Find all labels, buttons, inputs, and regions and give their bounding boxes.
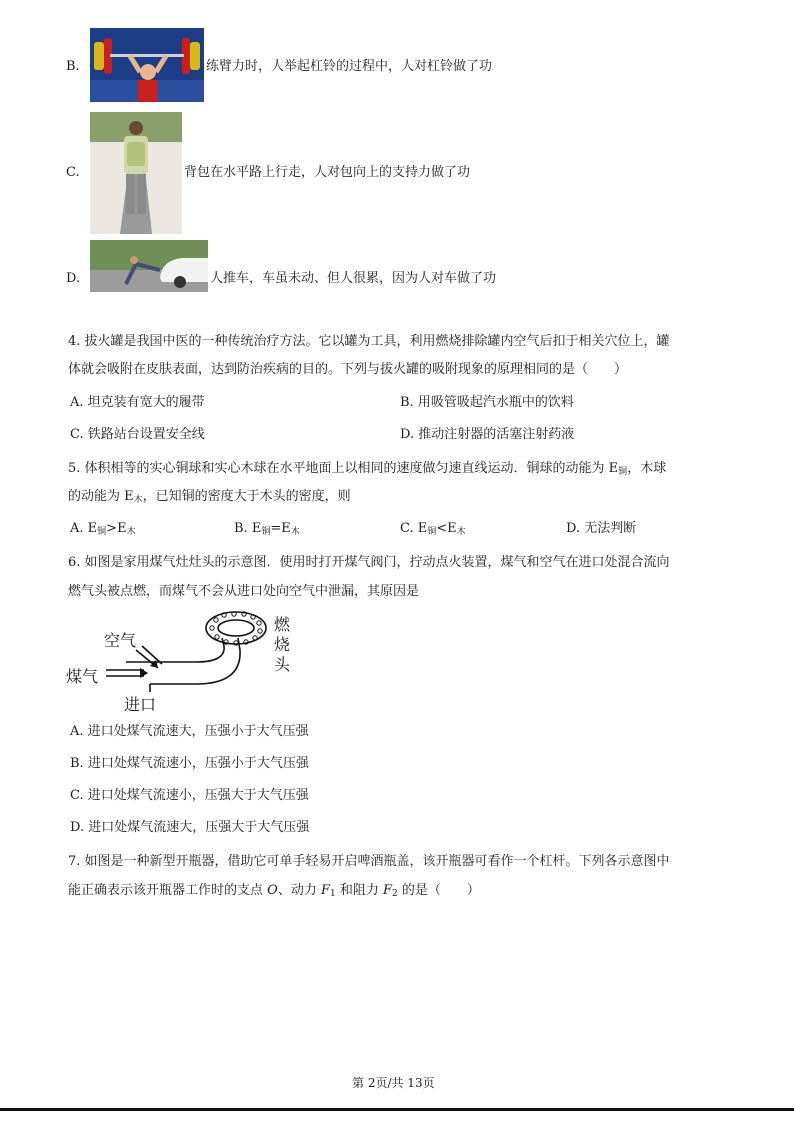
option-c-letter: C.: [66, 165, 80, 180]
air-label: 空气: [104, 631, 137, 650]
q5-stem-line2: 的动能为 $E_木$，已知铜的密度大于木头的密度，则: [68, 489, 351, 505]
q5-option-c: C. $E_铜<E_木$: [400, 521, 466, 537]
q7-stem-line2: 能正确表示该开瓶器工作时的支点 O、动力 $F_1$ 和阻力 $F_2$ 的是（ ）: [68, 883, 480, 899]
pushing-car-photo: [90, 240, 208, 292]
option-b-letter: B.: [66, 59, 80, 74]
gas-label: 煤气: [66, 667, 99, 686]
q6-stem-line2: 燃气头被点燃，而煤气不会从进口处向空气中泄漏，其原因是: [68, 584, 420, 599]
weightlifter-photo: [90, 28, 204, 102]
q4-stem-line2: 体就会吸附在皮肤表面，达到防治疾病的目的。下列与拔火罐的吸附现象的原理相同的是（ ）: [68, 362, 628, 377]
q4-option-b: B. 用吸管吸起汽水瓶中的饮料: [400, 395, 574, 410]
option-d-text: 人推车，车虽未动、但人很累，因为人对车做了功: [210, 271, 497, 286]
burner-inner: [218, 620, 254, 636]
q4-option-c: C. 铁路站台设置安全线: [70, 427, 205, 442]
q5-option-d: D. 无法判断: [566, 521, 637, 536]
q7-stem-line1: 7. 如图是一种新型开瓶器，借助它可单手轻易开启啤酒瓶盖，该开瓶器可看作一个杠杆。下列各示意图中: [68, 854, 670, 869]
inlet-label: 进口: [124, 695, 157, 714]
option-b-text: 练臂力时，人举起杠铃的过程中，人对杠铃做了功: [206, 59, 493, 74]
burner-label-1: 燃: [274, 615, 291, 634]
q4-option-d: D. 推动注射器的活塞注射药液: [400, 427, 575, 442]
bottom-border: [0, 1108, 794, 1111]
q6-option-d: D. 进口处煤气流速大，压强大于大气压强: [70, 820, 310, 835]
q5-stem-line1: 5. 体积相等的实心铜球和实心木球在水平地面上以相同的速度做匀速直线运动．铜球的动能为 $E_铜$，木球: [68, 461, 667, 477]
burner-label-3: 头: [274, 655, 291, 674]
option-c-text: 背包在水平路上行走，人对包向上的支持力做了功: [184, 165, 471, 180]
option-d-letter: D.: [66, 271, 81, 286]
q6-option-b: B. 进口处煤气流速小，压强小于大气压强: [70, 756, 309, 771]
backpack-walker-photo: [90, 112, 182, 234]
q4-option-a: A. 坦克装有宽大的履带: [70, 395, 205, 410]
q4-stem-line1: 4. 拔火罐是我国中医的一种传统治疗方法。它以罐为工具，利用燃烧排除罐内空气后扣于相关穴位上，罐: [68, 334, 670, 349]
gas-stove-diagram-svg: [66, 606, 306, 714]
q6-option-a: A. 进口处煤气流速大，压强小于大气压强: [70, 724, 309, 739]
q5-option-b: B. $E_铜=E_木$: [234, 521, 300, 537]
q6-stem-line1: 6. 如图是家用煤气灶灶头的示意图．使用时打开煤气阀门，拧动点火装置，煤气和空气在进口处混合流向: [68, 555, 670, 570]
burner-label-2: 烧: [274, 635, 291, 654]
q5-option-a: A. $E_铜>E_木$: [70, 521, 136, 537]
gas-stove-diagram: [66, 606, 306, 714]
page-number: 第 2页/共 13页: [352, 1076, 435, 1090]
q6-option-c: C. 进口处煤气流速小，压强大于大气压强: [70, 788, 309, 803]
